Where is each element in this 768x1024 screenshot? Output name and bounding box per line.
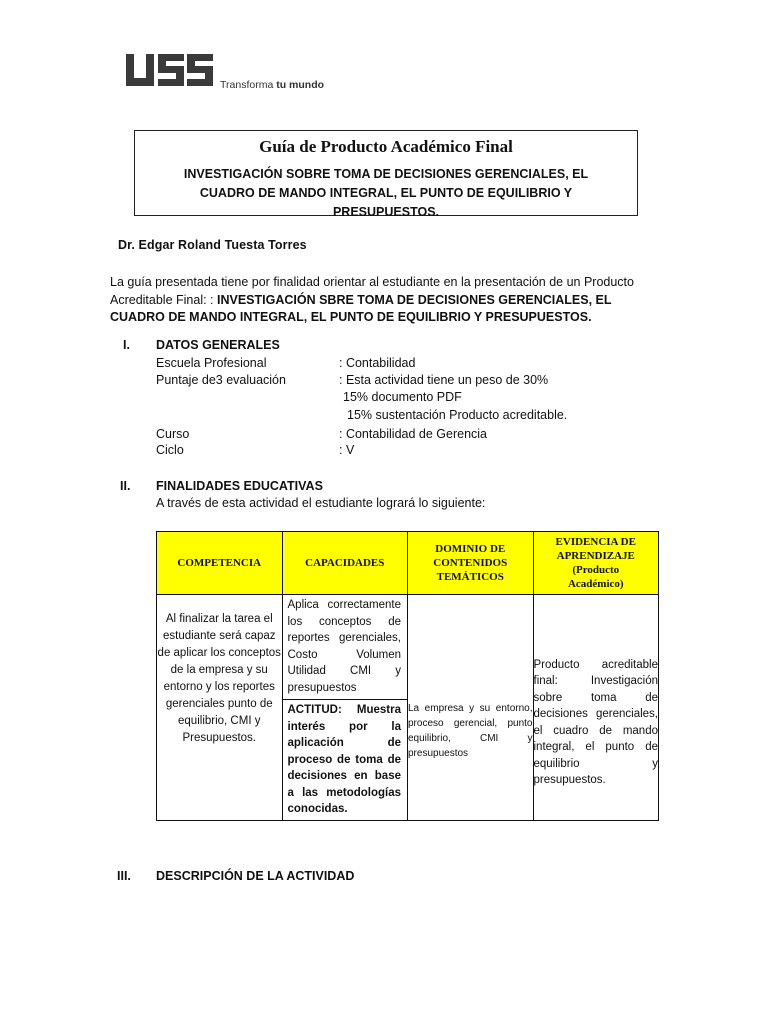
table-header-row: [157, 532, 659, 595]
cell-evidencia: Producto acreditable final: Investigación sobre toma de decisiones gerenciales, el cuadro de mando integral, el punto de equilibrio y presupuestos.: [533, 595, 659, 821]
header-competencia: COMPETENCIA: [157, 532, 283, 595]
field-label: Puntaje de3 evaluación: [156, 373, 286, 387]
table-row: [157, 595, 659, 821]
header-capacidades: CAPACIDADES: [282, 532, 408, 595]
field-value: : V: [339, 443, 355, 457]
field-label: Ciclo: [156, 443, 184, 457]
capacidad-actitud: ACTITUD: Muestra interés por la aplicación de proceso de toma de decisiones en base a las metodologías conocidas.: [287, 704, 401, 815]
document-subtitle: INVESTIGACIÓN SOBRE TOMA DE DECISIONES GERENCIALES, EL CUADRO DE MANDO INTEGRAL, EL PUNTO DE EQUILIBRIO Y PRESUPUESTOS.: [183, 167, 589, 219]
uss-logo-mark: [124, 52, 214, 90]
field-value: : Contabilidad: [339, 356, 416, 370]
section-title: DESCRIPCIÓN DE LA ACTIVIDAD: [156, 869, 355, 883]
field-value: 15% sustentación Producto acreditable.: [347, 408, 568, 422]
cell-dominio: La empresa y su entorno, proceso gerencial, punto equilibrio, CMI y presupuestos: [408, 595, 534, 821]
header-evidencia: EVIDENCIA DE APRENDIZAJE (Producto Académico): [533, 532, 659, 595]
intro-paragraph: [110, 274, 660, 327]
competency-table: [156, 531, 659, 821]
intro-bold-text: INVESTIGACIÓN SBRE TOMA DE DECISIONES GERENCIALES, EL CUADRO DE MANDO INTEGRAL, EL PUNTO DE EQUILIBRIO Y PRESUPUESTOS.: [110, 292, 612, 324]
cell-capacidades: [282, 595, 408, 821]
intro-text: La guía presentada tiene por finalidad orientar al estudiante en la presentación de un Producto Acreditable Final: :: [110, 275, 634, 307]
capacidad-aplica: Aplica correctamente los conceptos de reportes gerenciales, Costo Volumen Utilidad CMI y presupuestos: [283, 595, 408, 700]
section-number: III.: [117, 869, 131, 883]
cell-competencia: Al finalizar la tarea el estudiante será capaz de aplicar los conceptos de la empresa y su entorno y los reportes gerenciales punto de equilibrio, CMI y Presupuestos.: [157, 595, 283, 821]
field-label: Curso: [156, 427, 190, 441]
field-value: : Esta actividad tiene un peso de 30%: [339, 373, 549, 387]
header-dominio: DOMINIO DE CONTENIDOS TEMÁTICOS: [408, 532, 534, 595]
title-box: [134, 130, 638, 219]
field-label: Escuela Profesional: [156, 356, 267, 370]
logo-tagline: Transforma tu mundo: [220, 79, 325, 91]
field-value: : Contabilidad de Gerencia: [339, 427, 488, 441]
section-title: FINALIDADES EDUCATIVAS: [156, 479, 323, 493]
section-number: II.: [120, 479, 131, 493]
section-2-lead: A través de esta actividad el estudiante logrará lo siguiente:: [156, 496, 486, 510]
author-name: Dr. Edgar Roland Tuesta Torres: [118, 238, 307, 252]
section-title: DATOS GENERALES: [156, 338, 280, 352]
document-title: Guía de Producto Académico Final: [259, 137, 513, 156]
uss-logo: [124, 52, 325, 92]
field-value: 15% documento PDF: [343, 390, 462, 404]
section-number: I.: [123, 338, 130, 352]
